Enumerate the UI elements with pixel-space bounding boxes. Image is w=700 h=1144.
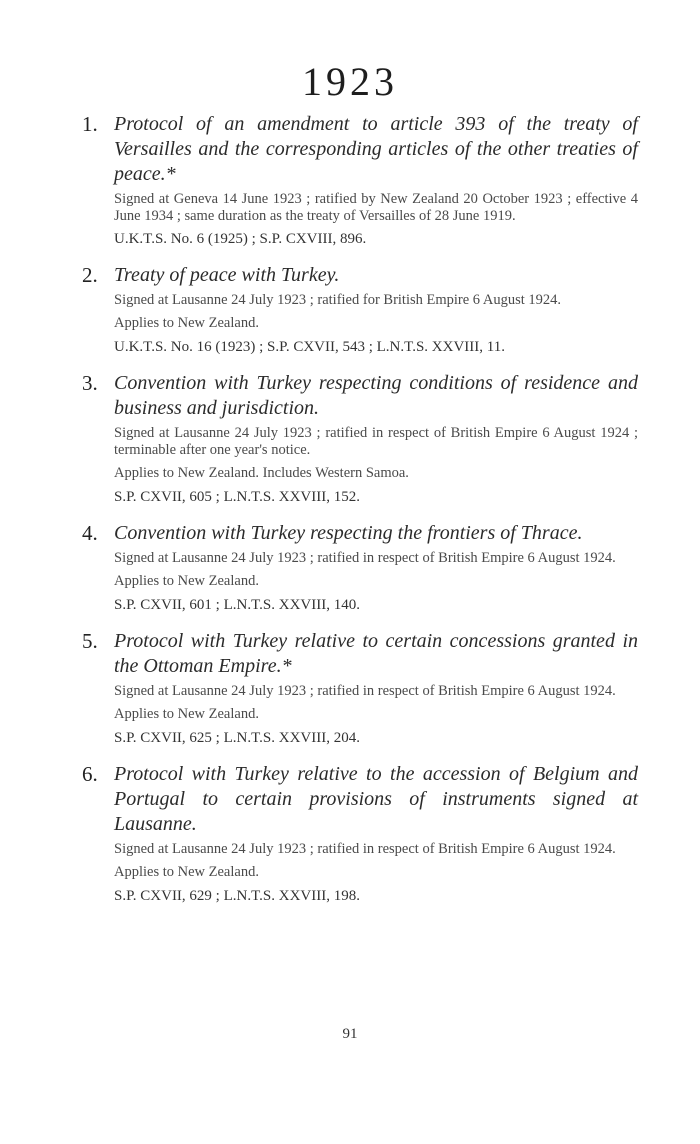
treaty-entry bbox=[82, 263, 638, 357]
entry-applicability: Applies to New Zealand. bbox=[114, 864, 259, 880]
treaty-entry bbox=[82, 521, 638, 615]
treaty-entry bbox=[82, 629, 638, 748]
entry-signing-details: Signed at Lausanne 24 July 1923 ; ratified in respect of British Empire 6 August 1924. bbox=[114, 841, 616, 857]
entry-title: Convention with Turkey respecting the frontiers of Thrace. bbox=[114, 522, 583, 544]
entry-signing-details: Signed at Lausanne 24 July 1923 ; ratified in respect of British Empire 6 August 1924. bbox=[114, 683, 616, 699]
treaty-list bbox=[82, 112, 638, 920]
entry-references: U.K.T.S. No. 6 (1925) ; S.P. CXVIII, 896. bbox=[114, 231, 367, 247]
entry-applicability: Applies to New Zealand. bbox=[114, 573, 259, 589]
entry-signing-details: Signed at Lausanne 24 July 1923 ; ratified for British Empire 6 August 1924. bbox=[114, 292, 562, 308]
entry-signing-details: Signed at Lausanne 24 July 1923 ; ratified in respect of British Empire 6 August 1924 ; terminable after one year's notice. bbox=[114, 425, 638, 458]
treaty-entry bbox=[82, 112, 638, 249]
entry-number: 4. bbox=[82, 521, 98, 545]
entry-references: S.P. CXVII, 605 ; L.N.T.S. XXVIII, 152. bbox=[114, 489, 360, 505]
entry-title: Treaty of peace with Turkey. bbox=[114, 264, 340, 286]
entry-number: 1. bbox=[82, 112, 98, 136]
entry-signing-details: Signed at Geneva 14 June 1923 ; ratified by New Zealand 20 October 1923 ; effective 4 June 1934 ; same duration as the treaty of Versailles of 28 June 1919. bbox=[114, 191, 638, 224]
entry-references: S.P. CXVII, 625 ; L.N.T.S. XXVIII, 204. bbox=[114, 730, 360, 746]
entry-applicability: Applies to New Zealand. bbox=[114, 315, 259, 331]
entry-references: S.P. CXVII, 629 ; L.N.T.S. XXVIII, 198. bbox=[114, 888, 360, 904]
entry-number: 6. bbox=[82, 762, 98, 786]
page-heading-year: 1923 bbox=[302, 59, 398, 104]
entry-number: 5. bbox=[82, 629, 98, 653]
page-number: 91 bbox=[342, 1026, 358, 1042]
entry-number: 2. bbox=[82, 263, 98, 287]
treaty-entry bbox=[82, 762, 638, 906]
entry-references: U.K.T.S. No. 16 (1923) ; S.P. CXVII, 543 ; L.N.T.S. XXVIII, 11. bbox=[114, 339, 505, 355]
entry-title: Protocol of an amendment to article 393 of the treaty of Versailles and the corresponding articles of the other treaties of peace.* bbox=[114, 113, 638, 185]
entry-title: Protocol with Turkey relative to certain concessions granted in the Ottoman Empire.* bbox=[114, 630, 638, 677]
entry-title: Convention with Turkey respecting conditions of residence and business and jurisdiction. bbox=[114, 372, 638, 419]
entry-number: 3. bbox=[82, 371, 98, 395]
entry-signing-details: Signed at Lausanne 24 July 1923 ; ratified in respect of British Empire 6 August 1924. bbox=[114, 550, 616, 566]
entry-references: S.P. CXVII, 601 ; L.N.T.S. XXVIII, 140. bbox=[114, 597, 360, 613]
entry-title: Protocol with Turkey relative to the accession of Belgium and Portugal to certain provisions of instruments signed at Lausanne. bbox=[114, 763, 638, 835]
treaty-entry bbox=[82, 371, 638, 507]
entry-applicability: Applies to New Zealand. bbox=[114, 706, 259, 722]
entry-applicability: Applies to New Zealand. Includes Western Samoa. bbox=[114, 465, 409, 481]
